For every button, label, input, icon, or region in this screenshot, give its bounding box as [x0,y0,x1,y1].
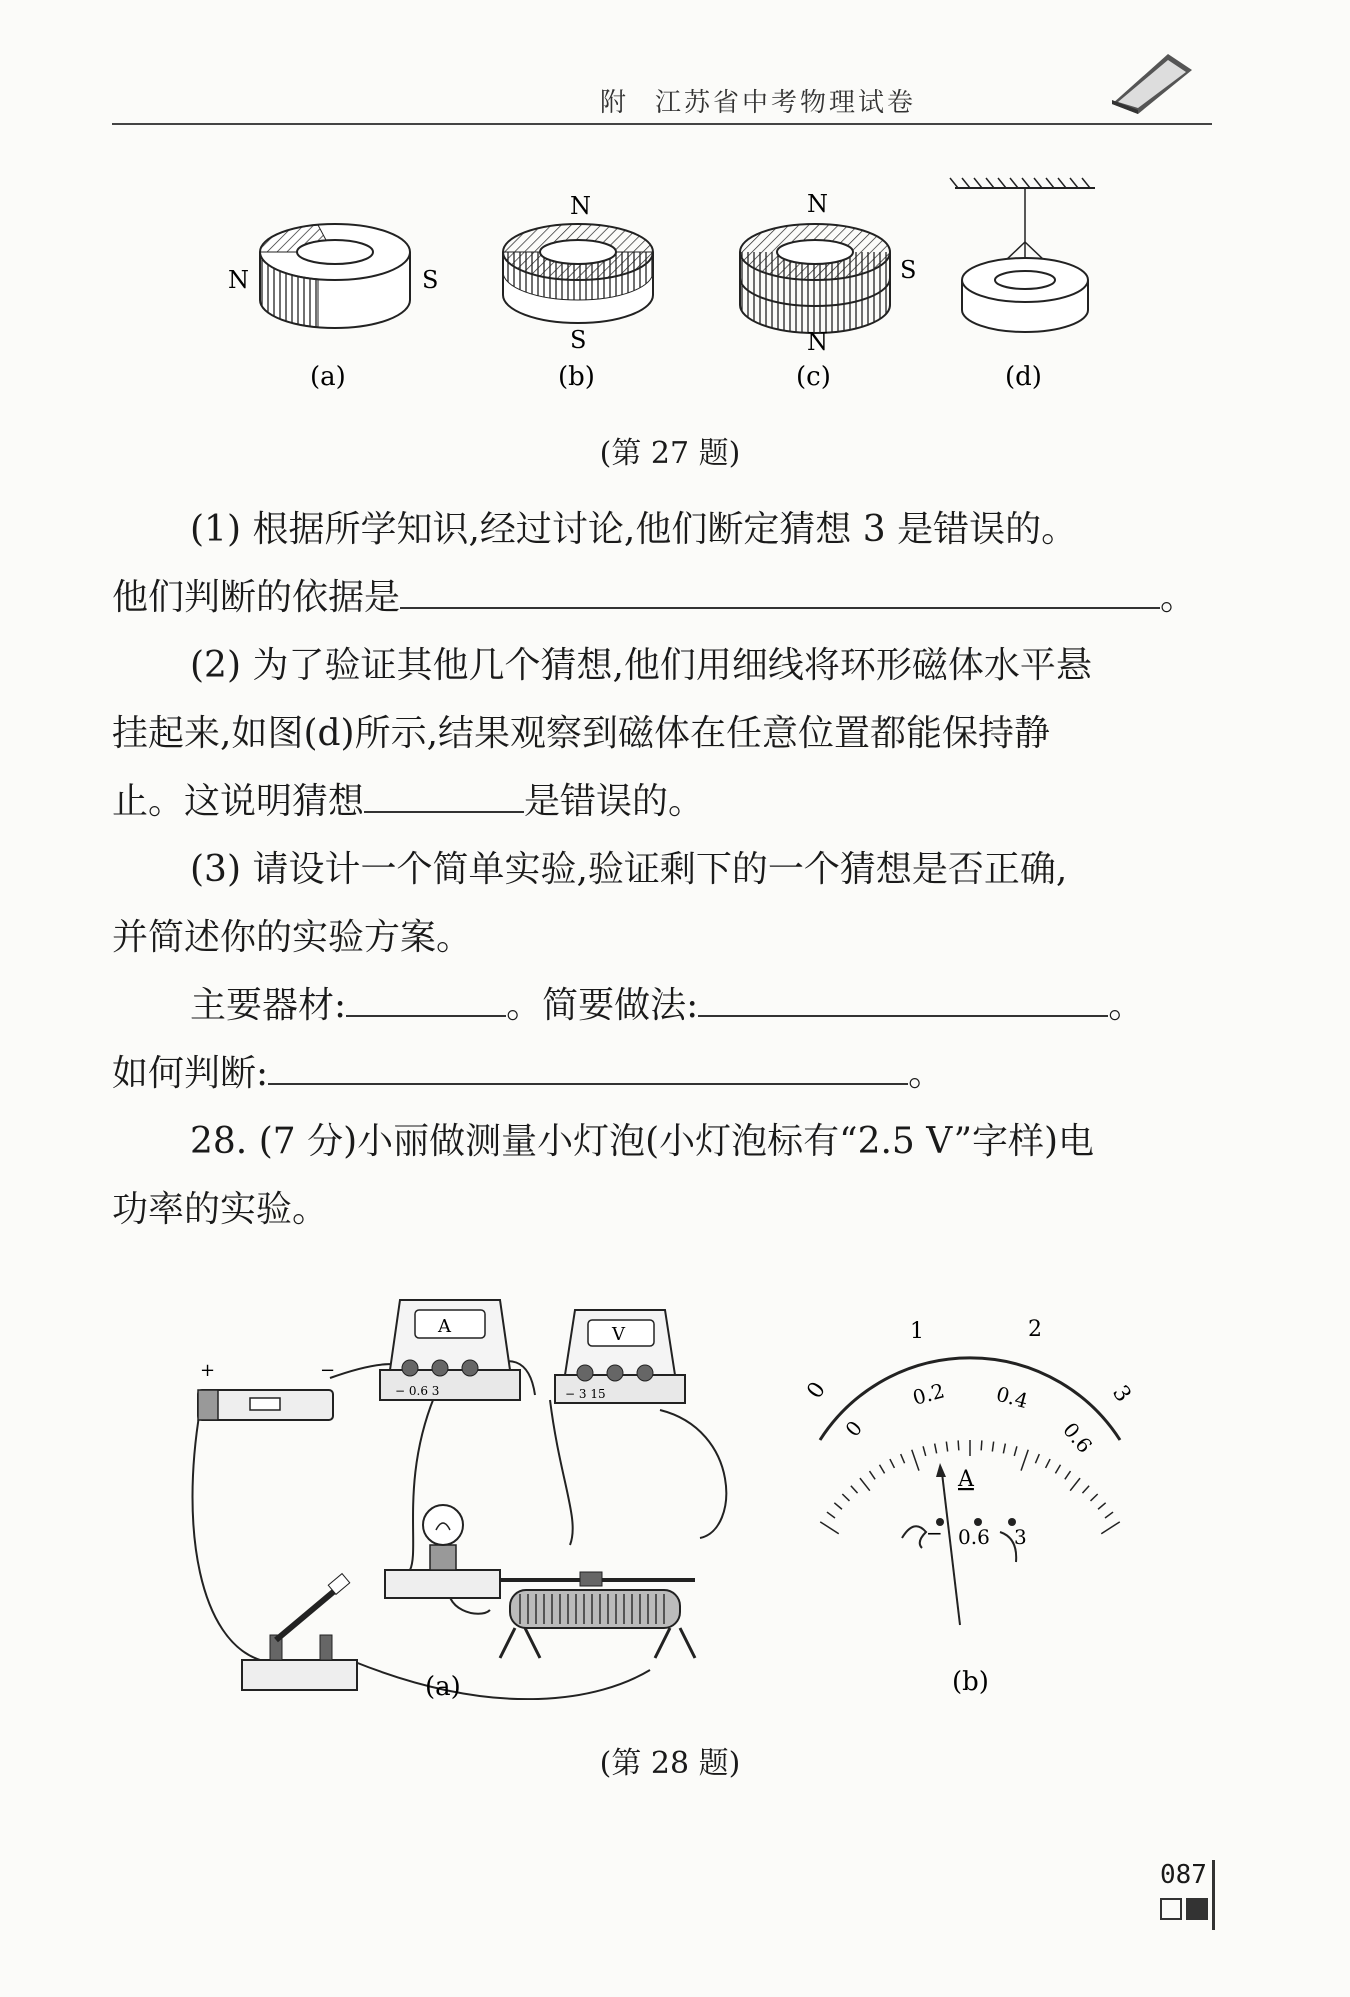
meter-tick [1046,1459,1050,1468]
figure-27 [200,170,1120,410]
method-label: 。简要做法: [506,985,699,1026]
answer-blank-method[interactable] [698,975,1108,1017]
meter-tick [842,1494,849,1501]
fig-label-b: (b) [952,1667,989,1697]
terminal-3: 3 [1014,1525,1027,1549]
meter-tick [827,1512,835,1518]
meter-tick [1035,1454,1039,1463]
magnet-d [950,178,1095,332]
bulb [385,1505,500,1598]
meter-tick [1091,1494,1098,1501]
magnet-a [228,224,438,328]
meter-label: A [958,1467,974,1492]
voltmeter-terminals: − 3 15 [565,1387,606,1401]
period: 。 [908,1053,945,1094]
answer-blank-judge[interactable] [268,1043,908,1085]
q27-p2-line-c [112,768,1220,836]
switch [242,1574,357,1690]
meter-tick [901,1454,905,1463]
ammeter-symbol: A [438,1316,451,1337]
battery-plus: + [200,1360,216,1381]
box-filled [1186,1898,1208,1920]
book-icon [1108,40,1196,116]
q27-p1-line-b [112,564,1220,632]
pole-n: N [807,190,828,218]
judge-label: 如何判断: [112,1053,269,1094]
scale-top-0: 0 [802,1377,831,1404]
meter-tick [1101,1522,1120,1534]
q27-paragraph-3 [112,836,1220,1108]
rheostat [500,1572,695,1658]
fig-label-b: (b) [558,362,595,392]
q27-p2-line-b: 挂起来,如图(d)所示,结果观察到磁体在任意位置都能保持静 [112,713,1051,754]
meter-tick [880,1465,885,1474]
fig-label-a: (a) [425,1672,461,1700]
fig-label-c: (c) [796,362,831,392]
meter-tick [890,1459,894,1468]
q27-p3-line-b: 并简述你的实验方案。 [112,917,473,958]
terminal-minus: − [926,1521,943,1545]
header-title: 江苏省中考物理试卷 [655,88,917,118]
meter-tick [1003,1444,1005,1454]
meter-tick [912,1450,919,1471]
voltmeter [555,1310,685,1403]
meter-tick [935,1444,937,1454]
meter-tick [860,1478,870,1491]
scale-bottom-3: 0.6 [1058,1417,1098,1458]
fig-label-a: (a) [310,362,346,392]
q27-p2-line-a: (2) 为了验证其他几个猜想,他们用细线将环形磁体水平悬 [190,645,1092,686]
footer-bar [1212,1860,1215,1930]
battery-minus: − [320,1360,336,1381]
answer-blank-1[interactable] [400,567,1160,609]
pole-n: N [570,192,591,220]
meter-terminals [902,1518,1027,1562]
header-prefix: 附 [600,88,630,118]
meter-tick [851,1486,858,1493]
meter-tick [992,1442,993,1452]
scale-top-3: 3 [1107,1381,1136,1407]
scale-top-2: 2 [1028,1317,1042,1342]
magnet-b [503,192,653,354]
pole-s: S [570,326,587,354]
q27-p1-line-a: (1) 根据所学知识,经过讨论,他们断定猜想 3 是错误的。 [190,509,1078,550]
scale-bottom-0: 0 [840,1416,868,1442]
meter-tick [869,1471,875,1479]
period: 。 [1160,577,1197,618]
ammeter-terminals: − 0.6 3 [395,1384,440,1398]
q27-p3-line-d [112,1040,1220,1108]
meter-tick [820,1522,839,1534]
scale-bottom-1: 0.2 [910,1378,948,1410]
q27-p1-text: 他们判断的依据是 [112,577,401,618]
meter-tick [1082,1486,1089,1493]
magnet-c [740,190,916,356]
meter-tick [1070,1478,1080,1491]
meter-tick [1098,1503,1106,1509]
running-header [600,82,1080,122]
meter-tick [946,1442,947,1452]
q27-p3-line-c [112,972,1220,1040]
scale-top-1: 1 [910,1319,924,1344]
meter-tick [1014,1446,1017,1456]
box-empty [1160,1898,1182,1920]
answer-blank-materials[interactable] [346,975,506,1017]
q28-line-2: 功率的实验。 [112,1189,329,1230]
meter-tick [1105,1512,1113,1518]
meter-tick [1065,1471,1071,1479]
footer-boxes [1160,1898,1212,1920]
meter-tick [1021,1450,1028,1471]
q27-paragraph-2 [112,632,1220,836]
ammeter [380,1300,520,1400]
meter-tick [834,1503,842,1509]
q27-p2-text-2: 是错误的。 [524,781,705,822]
pole-s: S [900,256,917,284]
meter-tick [923,1446,926,1456]
figure-27-caption: (第 27 题) [599,436,741,471]
scale-bottom-2: 0.4 [993,1381,1031,1414]
terminal-06: 0.6 [958,1525,990,1549]
meter-tick [1055,1465,1060,1474]
wire [193,1410,261,1660]
q27-p2-text-1: 止。这说明猜想 [112,781,365,822]
battery [198,1360,335,1420]
period: 。 [1108,985,1145,1026]
header-rule [112,123,1212,125]
q27-p3-line-a: (3) 请设计一个简单实验,验证剩下的一个猜想是否正确, [190,849,1068,890]
pole-n: N [807,328,828,356]
meter-tick [981,1440,982,1450]
q27-paragraph-1 [112,496,1220,632]
voltmeter-symbol: V [612,1324,625,1345]
figure-28a-circuit [180,1280,740,1700]
pole-n: N [228,266,249,294]
materials-label: 主要器材: [190,985,347,1026]
fig-label-d: (d) [1005,362,1042,392]
figure-28b-meter [800,1300,1140,1710]
answer-blank-2[interactable] [364,771,524,813]
page-number: 087 [1160,1860,1207,1890]
q28-paragraph [112,1108,1220,1244]
q28-line-1: 28. (7 分)小丽做测量小灯泡(小灯泡标有“2.5 V”字样)电 [190,1121,1095,1162]
pole-s: S [422,266,439,294]
figure-28-caption: (第 28 题) [599,1746,741,1781]
meter-tick [958,1440,959,1450]
